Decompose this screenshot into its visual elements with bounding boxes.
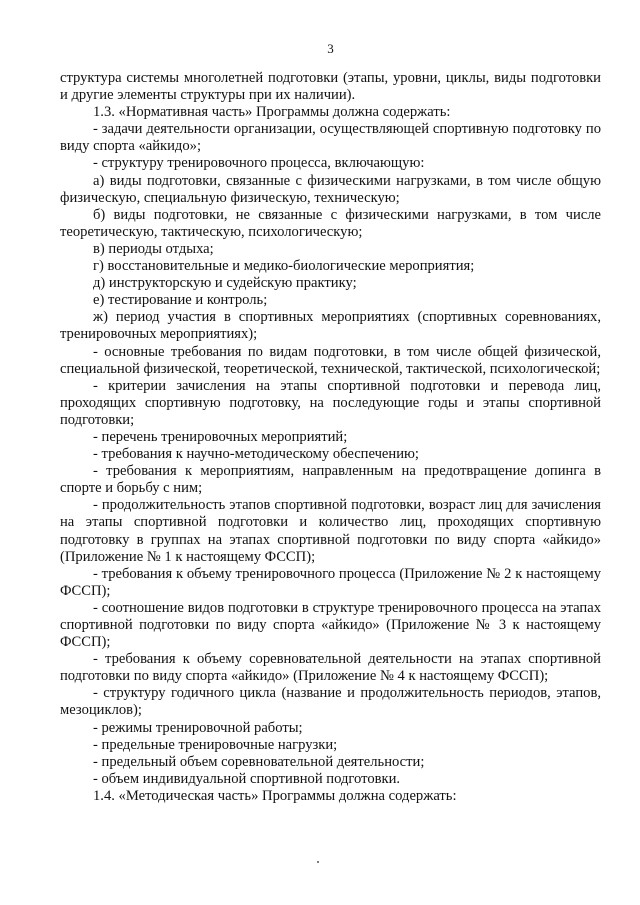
list-item: - объем индивидуальной спортивной подготовки. xyxy=(93,770,401,787)
document-page xyxy=(60,0,601,905)
paragraph: структура системы многолетней подготовки (этапы, уровни, циклы, виды подготовки и другие элементы структуры при их наличии). xyxy=(60,70,601,104)
list-item: - продолжительность этапов спортивной подготовки, возраст лиц для зачисления на этапы спортивной подготовки и количество лиц, проходящих спортивную подготовку в группах на этапах спортивной подготовки по виду спорта «айкидо» (Приложение № 1 к настоящему ФССП); xyxy=(60,497,601,565)
list-item: - предельный объем соревновательной деятельности; xyxy=(93,753,425,770)
list-item: - перечень тренировочных мероприятий; xyxy=(93,428,348,445)
list-item: - задачи деятельности организации, осуществляющей спортивную подготовку по виду спорта «айкидо»; xyxy=(60,121,601,155)
list-item: - основные требования по видам подготовки, в том числе общей физической, специальной физической, теоретической, технической, тактической, психологической; xyxy=(60,343,601,377)
scan-speck xyxy=(317,861,319,863)
list-item: - структуру годичного цикла (название и продолжительность периодов, этапов, мезоциклов); xyxy=(60,685,601,719)
sub-list-item: г) восстановительные и медико-биологические мероприятия; xyxy=(93,258,475,275)
sub-list-item: е) тестирование и контроль; xyxy=(93,292,268,309)
page-number: 3 xyxy=(327,41,334,56)
list-item: - требования к объему тренировочного процесса (Приложение № 2 к настоящему ФССП); xyxy=(60,565,601,599)
list-item: - режимы тренировочной работы; xyxy=(93,719,303,736)
sub-list-item: в) периоды отдыха; xyxy=(93,240,214,257)
list-item: - предельные тренировочные нагрузки; xyxy=(93,736,338,753)
sub-list-item: д) инструкторскую и судейскую практику; xyxy=(93,275,357,292)
list-item: - требования к объему соревновательной деятельности на этапах спортивной подготовки по виду спорта «айкидо» (Приложение № 4 к настоящему ФССП); xyxy=(60,651,601,685)
sub-list-item: б) виды подготовки, не связанные с физическими нагрузками, в том числе теоретическую, тактическую, психологическую; xyxy=(60,206,601,240)
sub-list-item: а) виды подготовки, связанные с физическими нагрузками, в том числе общую физическую, специальную физическую, техническую; xyxy=(60,172,601,206)
list-item: - требования к научно-методическому обеспечению; xyxy=(93,446,419,463)
list-item: - структуру тренировочного процесса, включающую: xyxy=(93,155,425,172)
sub-list-item: ж) период участия в спортивных мероприятиях (спортивных соревнованиях, тренировочных мероприятиях); xyxy=(60,309,601,343)
document-body xyxy=(60,70,601,805)
section-heading: 1.4. «Методическая часть» Программы должна содержать: xyxy=(93,787,457,804)
section-heading: 1.3. «Нормативная часть» Программы должна содержать: xyxy=(93,104,451,121)
list-item: - соотношение видов подготовки в структуре тренировочного процесса на этапах спортивной подготовки по виду спорта «айкидо» (Приложение № 3 к настоящему ФССП); xyxy=(60,599,601,651)
list-item: - требования к мероприятиям, направленным на предотвращение допинга в спорте и борьбу с ним; xyxy=(60,463,601,497)
list-item: - критерии зачисления на этапы спортивной подготовки и перевода лиц, проходящих спортивную подготовку, на последующие годы и этапы спортивной подготовки; xyxy=(60,377,601,428)
